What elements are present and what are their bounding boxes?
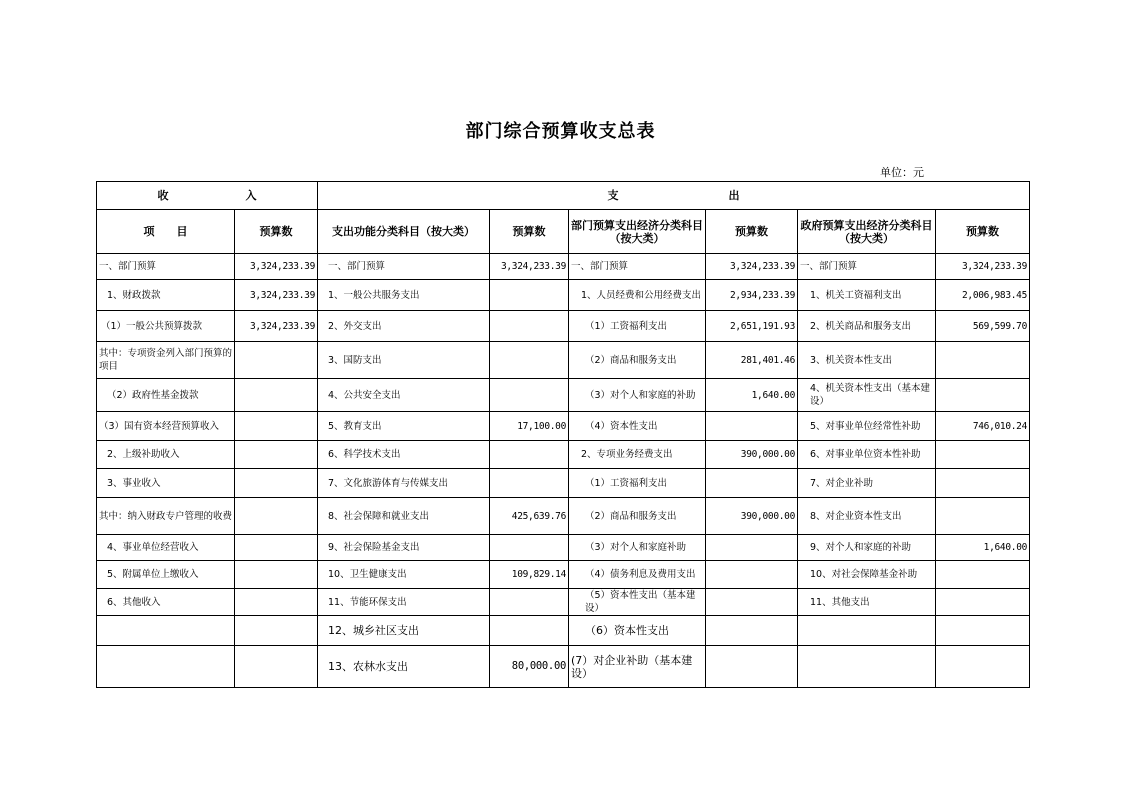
gov-economic-item-cell: 9、对个人和家庭的补助 — [798, 535, 936, 561]
gov-economic-item-cell: 8、对企业资本性支出 — [798, 498, 936, 535]
dept-economic-item-cell: （2）商品和服务支出 — [569, 498, 706, 535]
gov-economic-item-cell — [798, 646, 936, 688]
dept-economic-item-cell: （6）资本性支出 — [569, 616, 706, 646]
functional-item-cell: 4、公共安全支出 — [318, 379, 490, 412]
functional-amount-cell — [490, 311, 569, 342]
dept-economic-item-cell: （2）商品和服务支出 — [569, 342, 706, 379]
functional-item-cell: 一、部门预算 — [318, 254, 490, 280]
gov-economic-item-cell: 6、对事业单位资本性补助 — [798, 441, 936, 469]
income-item-cell: （2）政府性基金拨款 — [97, 379, 235, 412]
dept-economic-item-cell: （3）对个人和家庭补助 — [569, 535, 706, 561]
income-item-cell: 5、附属单位上缴收入 — [97, 561, 235, 589]
functional-amount-cell: 3,324,233.39 — [490, 254, 569, 280]
income-amount-cell — [235, 498, 318, 535]
income-item-cell: 其中：专项资金列入部门预算的项目 — [97, 342, 235, 379]
dept-economic-item-cell: （1）工资福利支出 — [569, 311, 706, 342]
dept-economic-item-cell: （3）对个人和家庭的补助 — [569, 379, 706, 412]
functional-item-cell: 11、节能环保支出 — [318, 589, 490, 616]
dept-economic-item-cell: （5）资本性支出（基本建设） — [569, 589, 706, 616]
dept-economic-amount-cell: 281,401.46 — [706, 342, 798, 379]
dept-economic-amount-cell — [706, 616, 798, 646]
functional-item-cell: 1、一般公共服务支出 — [318, 280, 490, 311]
gov-economic-item-cell: 10、对社会保障基金补助 — [798, 561, 936, 589]
income-amount-cell: 3,324,233.39 — [235, 311, 318, 342]
functional-amount-cell — [490, 280, 569, 311]
table-row — [97, 646, 1030, 688]
income-item-cell: 一、部门预算 — [97, 254, 235, 280]
functional-amount-cell: 17,100.00 — [490, 412, 569, 441]
income-item-cell: 2、上级补助收入 — [97, 441, 235, 469]
col-header-dept-economic-budget: 预算数 — [706, 210, 798, 254]
gov-economic-amount-cell: 3,324,233.39 — [936, 254, 1030, 280]
income-amount-cell — [235, 342, 318, 379]
income-amount-cell — [235, 589, 318, 616]
gov-economic-amount-cell — [936, 589, 1030, 616]
gov-economic-amount-cell: 746,010.24 — [936, 412, 1030, 441]
income-item-cell — [97, 646, 235, 688]
functional-item-cell: 5、教育支出 — [318, 412, 490, 441]
dept-economic-item-cell: 1、人员经费和公用经费支出 — [569, 280, 706, 311]
table-row — [97, 311, 1030, 342]
income-amount-cell — [235, 616, 318, 646]
income-group-header: 收 入 — [97, 182, 318, 210]
income-item-cell: （1）一般公共预算拨款 — [97, 311, 235, 342]
gov-economic-item-cell: 4、机关资本性支出（基本建设） — [798, 379, 936, 412]
dept-economic-item-cell: 2、专项业务经费支出 — [569, 441, 706, 469]
gov-economic-item-cell: 一、部门预算 — [798, 254, 936, 280]
col-header-dept-economic: 部门预算支出经济分类科目（按大类） — [569, 210, 706, 254]
gov-economic-amount-cell: 569,599.70 — [936, 311, 1030, 342]
functional-item-cell: 9、社会保险基金支出 — [318, 535, 490, 561]
gov-economic-amount-cell: 1,640.00 — [936, 535, 1030, 561]
functional-item-cell: 10、卫生健康支出 — [318, 561, 490, 589]
dept-economic-item-cell: (7）对企业补助（基本建设） — [569, 646, 706, 688]
functional-item-cell: 13、农林水支出 — [318, 646, 490, 688]
dept-economic-amount-cell: 390,000.00 — [706, 498, 798, 535]
col-header-item: 项 目 — [97, 210, 235, 254]
functional-amount-cell — [490, 379, 569, 412]
dept-economic-amount-cell — [706, 469, 798, 498]
dept-economic-item-cell: （1）工资福利支出 — [569, 469, 706, 498]
header-row-group — [97, 182, 1030, 210]
gov-economic-item-cell: 11、其他支出 — [798, 589, 936, 616]
functional-item-cell: 7、文化旅游体育与传媒支出 — [318, 469, 490, 498]
functional-item-cell: 2、外交支出 — [318, 311, 490, 342]
dept-economic-amount-cell: 390,000.00 — [706, 441, 798, 469]
gov-economic-item-cell: 5、对事业单位经常性补助 — [798, 412, 936, 441]
table-row — [97, 412, 1030, 441]
dept-economic-amount-cell: 2,934,233.39 — [706, 280, 798, 311]
table-row — [97, 379, 1030, 412]
income-item-cell: 1、财政拨款 — [97, 280, 235, 311]
table-row — [97, 469, 1030, 498]
functional-item-cell: 12、城乡社区支出 — [318, 616, 490, 646]
col-header-functional: 支出功能分类科目（按大类） — [318, 210, 490, 254]
income-item-cell: 3、事业收入 — [97, 469, 235, 498]
income-amount-cell — [235, 646, 318, 688]
dept-economic-amount-cell: 2,651,191.93 — [706, 311, 798, 342]
income-amount-cell — [235, 441, 318, 469]
table-row — [97, 280, 1030, 311]
gov-economic-item-cell: 2、机关商品和服务支出 — [798, 311, 936, 342]
income-amount-cell — [235, 412, 318, 441]
income-amount-cell: 3,324,233.39 — [235, 280, 318, 311]
budget-table — [96, 181, 1030, 688]
expenditure-group-header: 支 出 — [318, 182, 1030, 210]
gov-economic-amount-cell: 2,006,983.45 — [936, 280, 1030, 311]
dept-economic-amount-cell: 3,324,233.39 — [706, 254, 798, 280]
functional-amount-cell — [490, 616, 569, 646]
gov-economic-amount-cell — [936, 646, 1030, 688]
income-item-cell — [97, 616, 235, 646]
dept-economic-amount-cell — [706, 589, 798, 616]
income-amount-cell — [235, 379, 318, 412]
income-item-cell: 其中：纳入财政专户管理的收费 — [97, 498, 235, 535]
dept-economic-amount-cell — [706, 412, 798, 441]
gov-economic-item-cell — [798, 616, 936, 646]
col-header-gov-economic-budget: 预算数 — [936, 210, 1030, 254]
functional-item-cell: 8、社会保障和就业支出 — [318, 498, 490, 535]
functional-amount-cell: 425,639.76 — [490, 498, 569, 535]
gov-economic-amount-cell — [936, 498, 1030, 535]
income-amount-cell — [235, 561, 318, 589]
table-row — [97, 254, 1030, 280]
gov-economic-amount-cell — [936, 469, 1030, 498]
income-item-cell: 6、其他收入 — [97, 589, 235, 616]
gov-economic-amount-cell — [936, 616, 1030, 646]
table-row — [97, 498, 1030, 535]
table-row — [97, 342, 1030, 379]
col-header-income-budget: 预算数 — [235, 210, 318, 254]
gov-economic-amount-cell — [936, 379, 1030, 412]
gov-economic-amount-cell — [936, 342, 1030, 379]
unit-label: 单位：元 — [880, 166, 924, 179]
table-row — [97, 589, 1030, 616]
gov-economic-item-cell: 3、机关资本性支出 — [798, 342, 936, 379]
dept-economic-amount-cell — [706, 646, 798, 688]
dept-economic-item-cell: 一、部门预算 — [569, 254, 706, 280]
dept-economic-amount-cell: 1,640.00 — [706, 379, 798, 412]
table-row — [97, 535, 1030, 561]
functional-amount-cell — [490, 589, 569, 616]
functional-item-cell: 6、科学技术支出 — [318, 441, 490, 469]
income-amount-cell — [235, 469, 318, 498]
gov-economic-amount-cell — [936, 441, 1030, 469]
gov-economic-amount-cell — [936, 561, 1030, 589]
col-header-gov-economic: 政府预算支出经济分类科目（按大类） — [798, 210, 936, 254]
gov-economic-item-cell: 7、对企业补助 — [798, 469, 936, 498]
functional-item-cell: 3、国防支出 — [318, 342, 490, 379]
income-item-cell: 4、事业单位经营收入 — [97, 535, 235, 561]
dept-economic-amount-cell — [706, 561, 798, 589]
functional-amount-cell: 109,829.14 — [490, 561, 569, 589]
page-title: 部门综合预算收支总表 — [465, 121, 656, 142]
income-amount-cell: 3,324,233.39 — [235, 254, 318, 280]
income-item-cell: （3）国有资本经营预算收入 — [97, 412, 235, 441]
dept-economic-item-cell: （4）债务利息及费用支出 — [569, 561, 706, 589]
table-row — [97, 616, 1030, 646]
functional-amount-cell: 80,000.00 — [490, 646, 569, 688]
table-row — [97, 561, 1030, 589]
functional-amount-cell — [490, 441, 569, 469]
col-header-functional-budget: 预算数 — [490, 210, 569, 254]
dept-economic-amount-cell — [706, 535, 798, 561]
gov-economic-item-cell: 1、机关工资福利支出 — [798, 280, 936, 311]
dept-economic-item-cell: （4）资本性支出 — [569, 412, 706, 441]
functional-amount-cell — [490, 469, 569, 498]
header-row-columns — [97, 210, 1030, 254]
income-amount-cell — [235, 535, 318, 561]
table-row — [97, 441, 1030, 469]
functional-amount-cell — [490, 535, 569, 561]
functional-amount-cell — [490, 342, 569, 379]
